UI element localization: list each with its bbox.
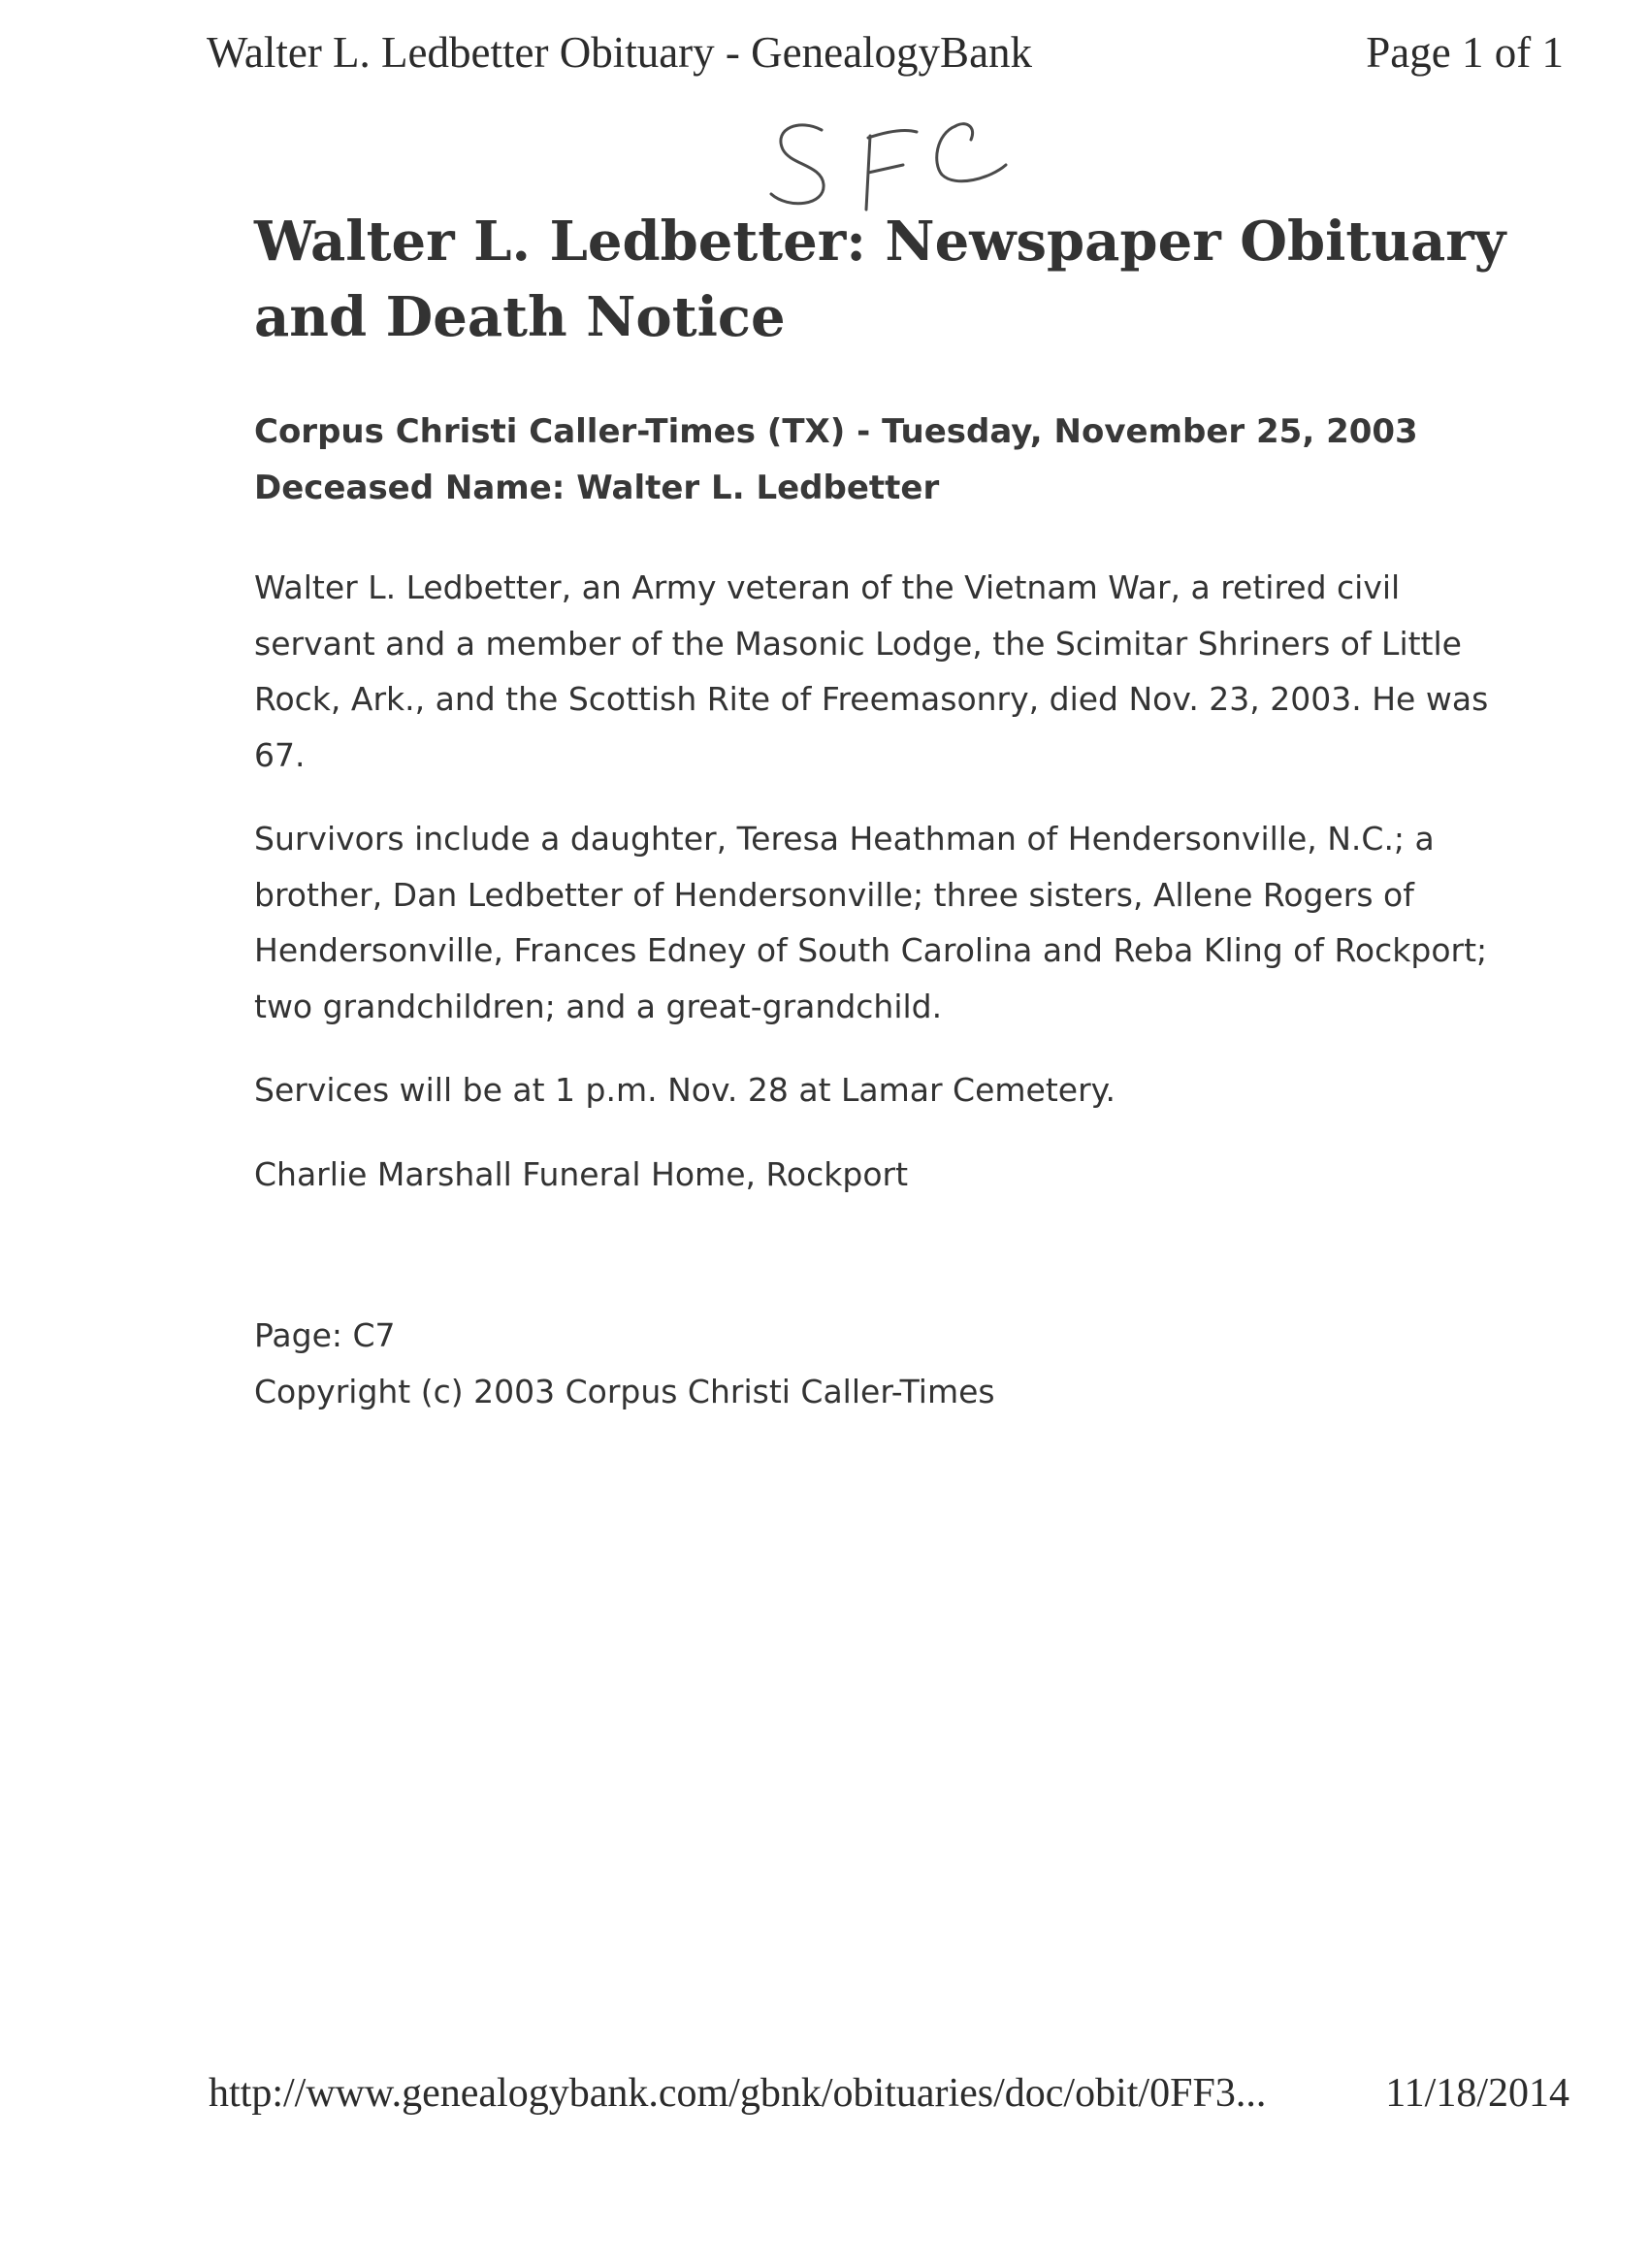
article-title: Walter L. Ledbetter: Newspaper Obituary and Death Notice [254, 210, 1506, 349]
print-footer-url: http://www.genealogybank.com/gbnk/obituaries/doc/obit/0FF3... [209, 2071, 1267, 2116]
print-header-page-title: Walter L. Ledbetter Obituary - GenealogyBank [207, 28, 1033, 77]
page-reference: Page: C7 [254, 1316, 396, 1354]
obituary-body [254, 560, 1525, 1230]
obituary-paragraph: Survivors include a daughter, Teresa Heathman of Hendersonville, N.C.; a brother, Dan Ledbetter of Hendersonville; three sisters, Allene Rogers of Hendersonville, Frances Edney of South Carolina and Reba Kling of Rockport; two grandchildren; and a great-grandchild. [254, 820, 1488, 1025]
source-line: Corpus Christi Caller-Times (TX) - Tuesday, November 25, 2003 [254, 412, 1418, 451]
deceased-name-line: Deceased Name: Walter L. Ledbetter [254, 469, 940, 507]
article-meta [254, 404, 1515, 516]
obituary-paragraph: Services will be at 1 p.m. Nov. 28 at Lamar Cemetery. [254, 1071, 1116, 1109]
print-footer-date: 11/18/2014 [1385, 2071, 1569, 2116]
copyright-notice: Copyright (c) 2003 Corpus Christi Caller-Times [254, 1373, 995, 1410]
source-info [254, 1308, 995, 1420]
obituary-paragraph: Charlie Marshall Funeral Home, Rockport [254, 1154, 909, 1193]
obituary-paragraph: Walter L. Ledbetter, an Army veteran of the Vietnam War, a retired civil servant and a member of the Masonic Lodge, the Scimitar Shriners of Little Rock, Ark., and the Scottish Rite of Freemasonry, died Nov. 23, 2003. He was 67. [254, 568, 1489, 774]
print-header-page-number: Page 1 of 1 [1366, 28, 1564, 77]
handwritten-annotation [761, 109, 1014, 217]
